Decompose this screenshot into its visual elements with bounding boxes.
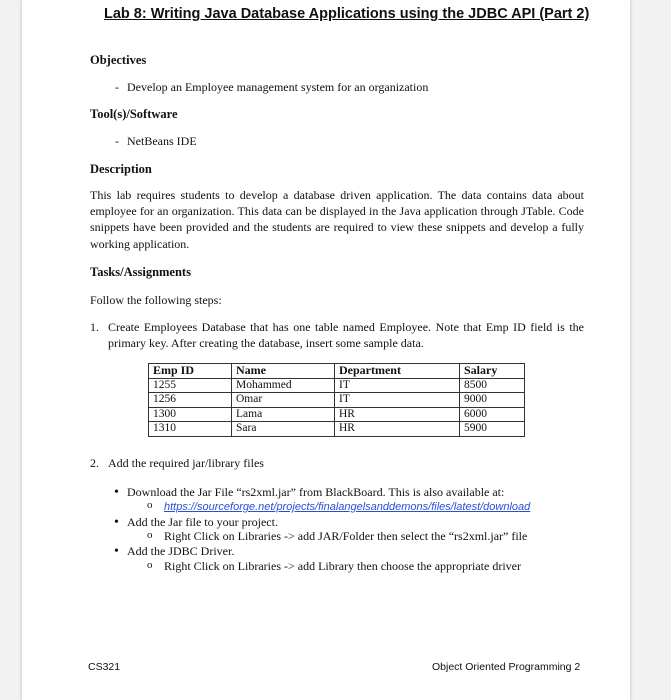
table-row bbox=[149, 393, 525, 408]
sourceforge-download-link[interactable]: https://sourceforge.net/projects/finalangelsanddemons/files/latest/download bbox=[164, 501, 531, 513]
cell-emp-id: 1255 bbox=[149, 378, 232, 393]
cell-name: Sara bbox=[232, 422, 335, 437]
description-text: This lab requires students to develop a database driven application. The data contains data about employee for an organization. This data can be displayed in the Java application through JTable. Code snippets have been provided and the students are required to view these snippets and develop a fully working application. bbox=[90, 188, 584, 251]
tasks-intro: Follow the following steps: bbox=[90, 293, 222, 307]
tool-item: NetBeans IDE bbox=[127, 134, 197, 148]
table-row bbox=[149, 407, 525, 422]
cell-name: Omar bbox=[232, 393, 335, 408]
cell-emp-id: 1256 bbox=[149, 393, 232, 408]
bullet-3-text: Add the JDBC Driver. bbox=[127, 544, 235, 558]
cell-salary: 9000 bbox=[460, 393, 525, 408]
cell-salary: 8500 bbox=[460, 378, 525, 393]
bullet-icon: • bbox=[114, 515, 119, 530]
employee-table bbox=[148, 363, 525, 437]
description-heading: Description bbox=[90, 162, 152, 176]
bullet-icon: • bbox=[114, 485, 119, 500]
tools-dash: - bbox=[115, 134, 119, 148]
objectives-heading: Objectives bbox=[90, 53, 147, 67]
objective-item: Develop an Employee management system for an organization bbox=[127, 80, 429, 94]
bullet-2-subitem: Right Click on Libraries -> add JAR/Folder then select the “rs2xml.jar” file bbox=[164, 529, 528, 543]
bullet-1-text: Download the Jar File “rs2xml.jar” from BlackBoard. This is also available at: bbox=[127, 485, 505, 499]
cell-emp-id: 1310 bbox=[149, 422, 232, 437]
table-row bbox=[149, 422, 525, 437]
document-page bbox=[22, 0, 630, 700]
header-salary: Salary bbox=[460, 364, 525, 379]
cell-department: HR bbox=[335, 407, 460, 422]
objectives-dash: - bbox=[115, 80, 119, 94]
cell-salary: 5900 bbox=[460, 422, 525, 437]
cell-name: Lama bbox=[232, 407, 335, 422]
bullet-icon: • bbox=[114, 544, 119, 559]
cell-department: HR bbox=[335, 422, 460, 437]
header-department: Department bbox=[335, 364, 460, 379]
step-2-text: Add the required jar/library files bbox=[108, 456, 264, 470]
footer-course-code: CS321 bbox=[88, 661, 121, 673]
header-name: Name bbox=[232, 364, 335, 379]
header-emp-id: Emp ID bbox=[149, 364, 232, 379]
tools-heading: Tool(s)/Software bbox=[90, 107, 178, 121]
tasks-heading: Tasks/Assignments bbox=[90, 265, 191, 279]
table-row bbox=[149, 378, 525, 393]
bullet-2-text: Add the Jar file to your project. bbox=[127, 515, 278, 529]
cell-emp-id: 1300 bbox=[149, 407, 232, 422]
cell-name: Mohammed bbox=[232, 378, 335, 393]
step-1-text: Create Employees Database that has one table named Employee. Note that Emp ID field is the primary key. After creating the database, insert some sample data. bbox=[108, 320, 584, 351]
footer-course-name: Object Oriented Programming 2 bbox=[432, 661, 581, 673]
cell-salary: 6000 bbox=[460, 407, 525, 422]
sub-bullet-icon: o bbox=[147, 559, 153, 571]
cell-department: IT bbox=[335, 393, 460, 408]
cell-department: IT bbox=[335, 378, 460, 393]
step-1-number: 1. bbox=[90, 320, 99, 334]
sub-bullet-icon: o bbox=[147, 529, 153, 541]
bullet-3-subitem: Right Click on Libraries -> add Library then choose the appropriate driver bbox=[164, 559, 521, 573]
table-header-row bbox=[149, 364, 525, 379]
sub-bullet-icon: o bbox=[147, 499, 153, 511]
page-title: Lab 8: Writing Java Database Applications using the JDBC API (Part 2) bbox=[104, 6, 590, 22]
step-2-number: 2. bbox=[90, 456, 99, 470]
